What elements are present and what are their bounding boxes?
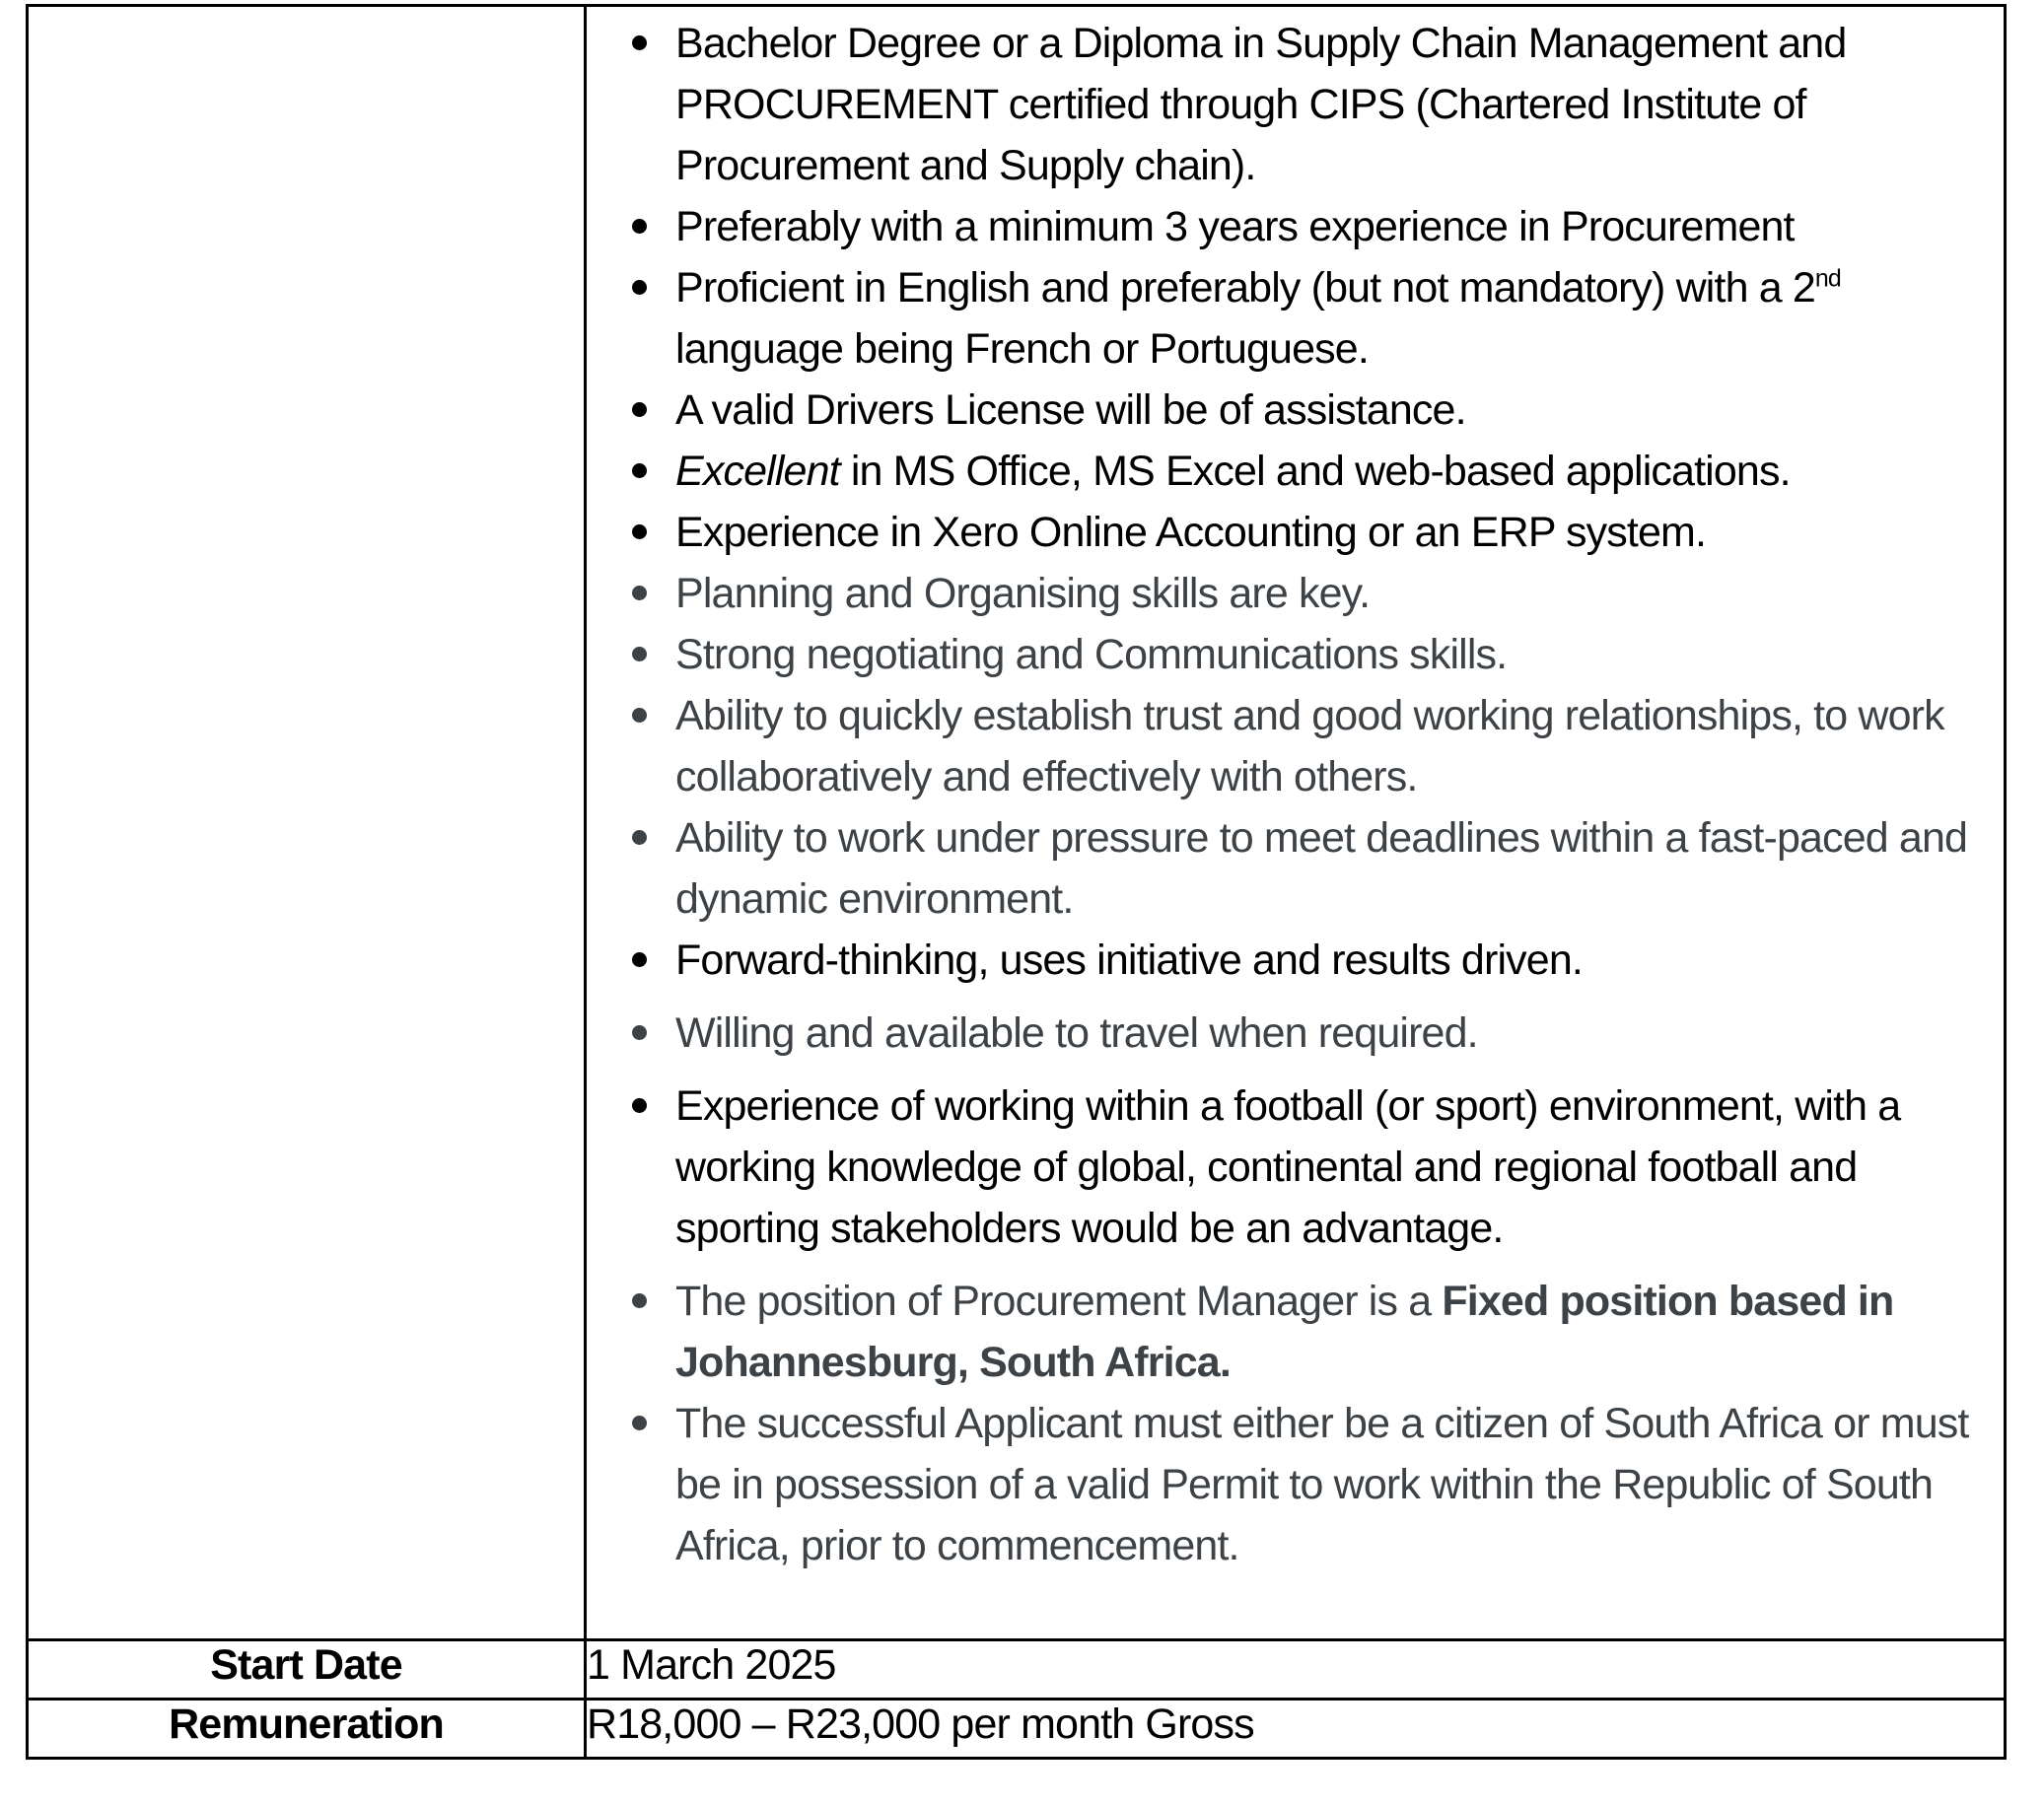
requirement-item	[587, 196, 1992, 257]
requirement-item	[587, 685, 1992, 807]
requirement-text-segment: Preferably with a minimum 3 years experience in Procurement	[675, 203, 1795, 250]
requirements-list	[587, 7, 2004, 1576]
requirement-text-segment: The successful Applicant must either be a citizen of South Africa or must be in possession of a valid Permit to work within the Republic of South Africa, prior to commencement.	[675, 1400, 1969, 1569]
requirement-text-segment: Experience of working within a football (or sport) environment, with a working knowledge of global, continental and regional football and sporting stakeholders would be an advantage.	[675, 1082, 1901, 1252]
requirement-item	[587, 1076, 1992, 1259]
job-details-table	[26, 4, 2007, 1760]
requirement-text-segment: A valid Drivers License will be of assistance.	[675, 386, 1466, 434]
remuneration-label: Remuneration	[28, 1700, 586, 1759]
requirement-text-segment: Experience in Xero Online Accounting or an ERP system.	[675, 509, 1707, 556]
requirement-text-segment: Willing and available to travel when required.	[675, 1009, 1478, 1057]
requirement-text-segment: in MS Office, MS Excel and web-based applications.	[839, 448, 1791, 495]
requirement-text-segment: Forward-thinking, uses initiative and results driven.	[675, 937, 1583, 984]
remuneration-row	[28, 1700, 2006, 1759]
requirement-text-segment: Bachelor Degree or a Diploma in Supply Chain Management and PROCUREMENT certified through CIPS (Chartered Institute of Procurement and Supply chain).	[675, 20, 1847, 189]
remuneration-value: R18,000 – R23,000 per month Gross	[586, 1700, 2006, 1759]
requirement-item	[587, 13, 1992, 196]
requirement-item	[587, 807, 1992, 930]
requirements-row	[28, 6, 2006, 1640]
requirement-text-segment: Planning and Organising skills are key.	[675, 570, 1371, 617]
requirement-item	[587, 563, 1992, 624]
start-date-label: Start Date	[28, 1640, 586, 1700]
requirement-item	[587, 380, 1992, 441]
requirements-label-cell	[28, 6, 586, 1640]
requirement-item	[587, 1393, 1992, 1576]
requirement-text-segment: Excellent	[675, 448, 840, 495]
requirement-item	[587, 624, 1992, 685]
requirement-item	[587, 257, 1992, 380]
requirements-cell	[586, 6, 2006, 1640]
requirement-item	[587, 1003, 1992, 1064]
requirement-text-segment: Ability to quickly establish trust and good working relationships, to work collaboratively and effectively with others.	[675, 692, 1944, 800]
requirement-item	[587, 502, 1992, 563]
requirement-item	[587, 930, 1992, 991]
start-date-row	[28, 1640, 2006, 1700]
requirement-text-segment: nd	[1814, 264, 1841, 293]
requirement-text-segment: Proficient in English and preferably (but not mandatory) with a 2	[675, 264, 1815, 312]
requirement-text-segment: Ability to work under pressure to meet deadlines within a fast-paced and dynamic environment.	[675, 814, 1968, 923]
requirement-item	[587, 441, 1992, 502]
requirement-item	[587, 1271, 1992, 1393]
requirement-text-segment: The position of Procurement Manager is a	[675, 1278, 1443, 1325]
start-date-value: 1 March 2025	[586, 1640, 2006, 1700]
requirement-text-segment: Strong negotiating and Communications skills.	[675, 631, 1508, 678]
requirement-text-segment: Fixed position based in Johannesburg, South Africa.	[675, 1278, 1894, 1386]
requirement-text-segment: language being French or Portuguese.	[675, 325, 1369, 373]
